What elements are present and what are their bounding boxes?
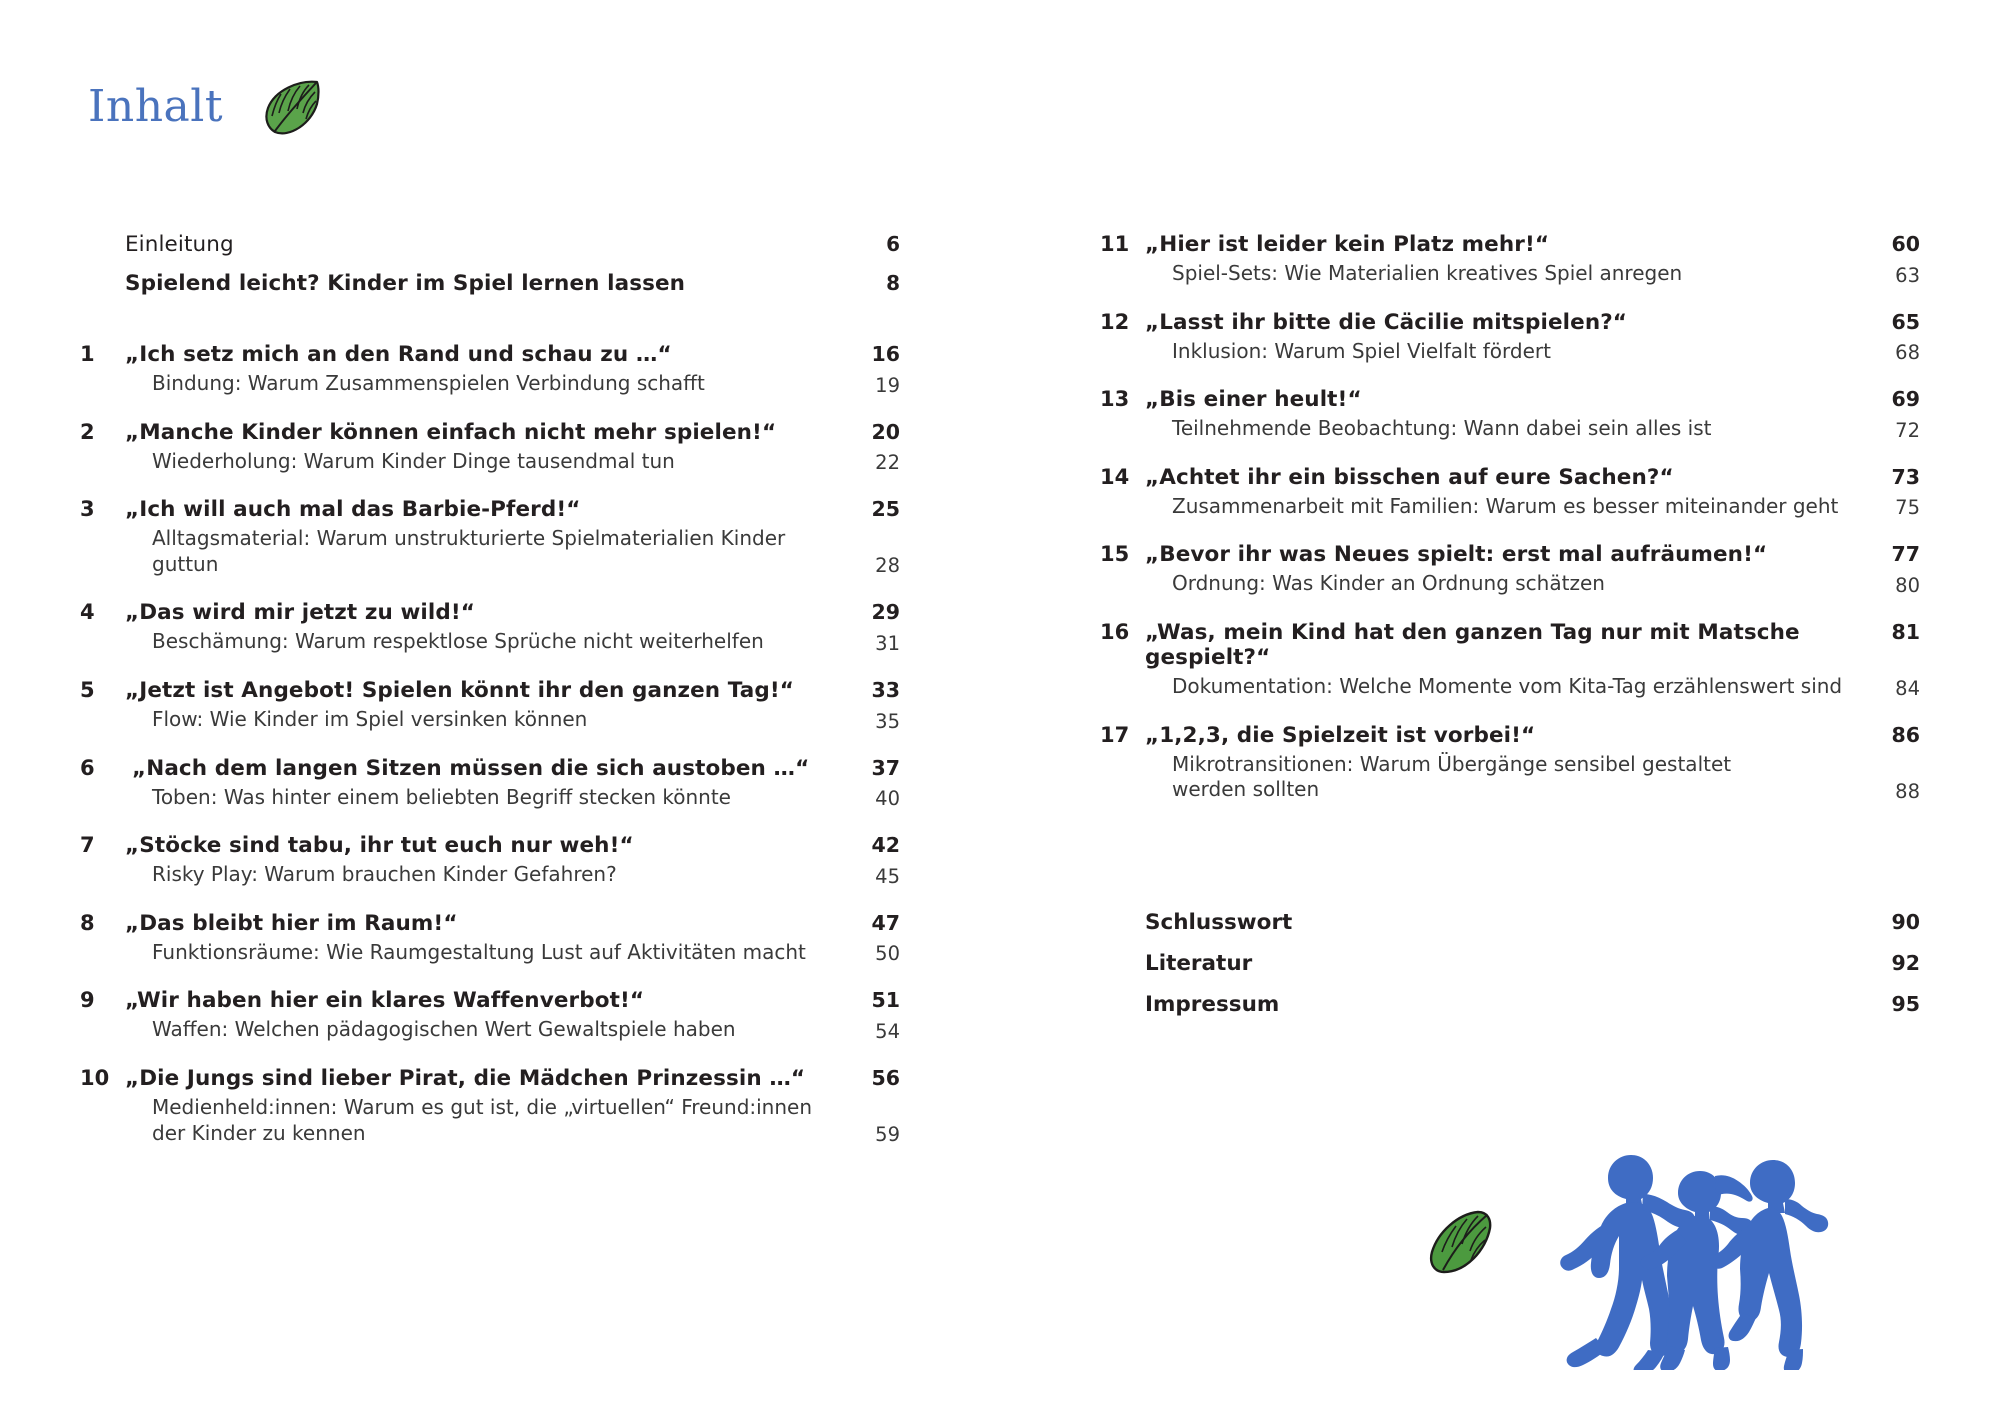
toc-entry[interactable] bbox=[80, 497, 900, 577]
toc-entry-title-row bbox=[1100, 723, 1920, 748]
toc-entry-title-row bbox=[80, 678, 900, 703]
toc-entry-title-row bbox=[80, 420, 900, 445]
chapter-number: 11 bbox=[1100, 232, 1130, 256]
chapter-subtitle: Waffen: Welchen pädagogischen Wert Gewaltspiele haben bbox=[152, 1017, 736, 1042]
chapter-number: 10 bbox=[80, 1065, 110, 1090]
chapter-number: 15 bbox=[1100, 542, 1130, 567]
toc-entry[interactable] bbox=[80, 1066, 900, 1146]
toc-entry[interactable] bbox=[1100, 310, 1920, 365]
toc-entry-title-row bbox=[1100, 620, 1920, 670]
subtitle-page-number: 72 bbox=[1895, 418, 1920, 442]
back-matter-row[interactable] bbox=[1100, 910, 1920, 935]
toc-entry-subtitle-row bbox=[80, 371, 900, 397]
subtitle-page-number: 84 bbox=[1895, 676, 1920, 700]
chapter-number: 13 bbox=[1100, 387, 1130, 412]
chapter-subtitle: Risky Play: Warum brauchen Kinder Gefahren? bbox=[152, 862, 617, 887]
chapter-page-number: 69 bbox=[1891, 387, 1920, 412]
chapter-page-number: 60 bbox=[1891, 232, 1920, 256]
chapter-page-number: 33 bbox=[871, 677, 900, 702]
chapter-page-number: 77 bbox=[1891, 542, 1920, 567]
chapter-title: „Achtet ihr ein bisschen auf eure Sachen?“ bbox=[1145, 464, 1674, 490]
chapter-number: 4 bbox=[80, 600, 95, 625]
toc-entry[interactable] bbox=[1100, 232, 1920, 287]
chapter-page-number: 86 bbox=[1891, 722, 1920, 747]
subtitle-page-number: 40 bbox=[875, 787, 900, 811]
toc-left-column bbox=[80, 232, 900, 1169]
chapter-number: 2 bbox=[80, 419, 95, 444]
chapter-title: „Was, mein Kind hat den ganzen Tag nur mit Matsche gespielt?“ bbox=[1145, 619, 1800, 670]
chapter-subtitle bbox=[1172, 752, 1850, 803]
toc-entry-title-row bbox=[80, 833, 900, 858]
front-matter-label: Einleitung bbox=[125, 232, 234, 257]
toc-entry-subtitle-row bbox=[80, 449, 900, 475]
chapter-subtitle: Alltagsmaterial: Warum unstrukturierte Spielmaterialien Kinder guttun bbox=[152, 526, 786, 576]
chapter-title: „Bevor ihr was Neues spielt: erst mal aufräumen!“ bbox=[1145, 542, 1768, 568]
chapter-subtitle: Toben: Was hinter einem beliebten Begriff stecken könnte bbox=[152, 784, 731, 809]
toc-entry[interactable] bbox=[1100, 465, 1920, 520]
toc-entry[interactable] bbox=[1100, 387, 1920, 442]
chapter-page-number: 37 bbox=[871, 755, 900, 780]
chapter-subtitle: Inklusion: Warum Spiel Vielfalt fördert bbox=[1172, 338, 1551, 363]
page-header bbox=[88, 78, 323, 136]
toc-entry-title-row bbox=[1100, 542, 1920, 567]
toc-entry[interactable] bbox=[80, 756, 900, 811]
chapter-page-number: 51 bbox=[871, 988, 900, 1013]
toc-entry[interactable] bbox=[80, 342, 900, 397]
chapter-subtitle: Dokumentation: Welche Momente vom Kita-Tag erzählenswert sind bbox=[1172, 673, 1843, 698]
chapter-page-number: 16 bbox=[871, 342, 900, 366]
subtitle-page-number: 68 bbox=[1895, 341, 1920, 365]
chapter-subtitle-line1: Medienheld:innen: Warum es gut ist, die „virtuellen“ Freund:innen bbox=[152, 1094, 813, 1119]
chapter-subtitle: Ordnung: Was Kinder an Ordnung schätzen bbox=[1172, 571, 1605, 596]
chapter-title: „Das wird mir jetzt zu wild!“ bbox=[125, 600, 475, 626]
toc-entry-title-row bbox=[80, 342, 900, 367]
chapter-number: 1 bbox=[80, 342, 95, 366]
back-matter-row[interactable] bbox=[1100, 992, 1920, 1017]
subtitle-page-number: 28 bbox=[875, 554, 900, 578]
chapter-number: 12 bbox=[1100, 309, 1130, 334]
toc-entry[interactable] bbox=[1100, 542, 1920, 597]
toc-entry[interactable] bbox=[80, 833, 900, 888]
back-matter-label: Literatur bbox=[1145, 951, 1253, 976]
chapter-title: „Bis einer heult!“ bbox=[1145, 387, 1362, 413]
chapter-page-number: 56 bbox=[871, 1065, 900, 1090]
chapter-number: 7 bbox=[80, 833, 95, 858]
chapter-page-number: 81 bbox=[1891, 619, 1920, 644]
toc-entry[interactable] bbox=[80, 911, 900, 966]
toc-entry-subtitle-row bbox=[1100, 571, 1920, 597]
toc-entry-subtitle-row bbox=[80, 707, 900, 733]
front-matter-page-number: 8 bbox=[886, 271, 900, 295]
subtitle-page-number: 31 bbox=[875, 631, 900, 655]
toc-entry-title-row bbox=[80, 600, 900, 625]
toc-entry-title-row bbox=[1100, 465, 1920, 490]
toc-entry[interactable] bbox=[1100, 620, 1920, 700]
toc-entry-subtitle-row bbox=[1100, 416, 1920, 442]
chapter-page-number: 42 bbox=[871, 833, 900, 858]
subtitle-page-number: 63 bbox=[1895, 263, 1920, 287]
chapter-subtitle: Bindung: Warum Zusammenspielen Verbindung schafft bbox=[152, 371, 705, 395]
chapter-page-number: 65 bbox=[1891, 309, 1920, 334]
back-matter-row[interactable] bbox=[1100, 951, 1920, 976]
chapter-page-number: 25 bbox=[871, 497, 900, 522]
toc-right-column bbox=[1100, 232, 1920, 826]
toc-entry-title-row bbox=[1100, 232, 1920, 257]
toc-entry-subtitle-row bbox=[1100, 339, 1920, 365]
chapter-title: „Das bleibt hier im Raum!“ bbox=[125, 910, 458, 936]
toc-entry-subtitle-row bbox=[80, 526, 900, 577]
toc-entry[interactable] bbox=[80, 988, 900, 1043]
toc-entry-title-row bbox=[80, 911, 900, 936]
chapter-page-number: 47 bbox=[871, 910, 900, 935]
chapter-number: 17 bbox=[1100, 722, 1130, 747]
chapter-title: „Wir haben hier ein klares Waffenverbot!“ bbox=[125, 988, 645, 1014]
subtitle-page-number: 35 bbox=[875, 709, 900, 733]
back-matter-page-number: 95 bbox=[1891, 992, 1920, 1016]
chapter-number: 3 bbox=[80, 497, 95, 522]
page-title: Inhalt bbox=[88, 81, 224, 132]
toc-entry-subtitle-row bbox=[80, 629, 900, 655]
toc-entry-subtitle-row bbox=[80, 940, 900, 966]
chapter-subtitle-line2: der Kinder zu kennen bbox=[152, 1120, 366, 1145]
subtitle-page-number: 88 bbox=[1895, 779, 1920, 803]
toc-entry[interactable] bbox=[80, 678, 900, 733]
toc-entry-subtitle-row bbox=[80, 1017, 900, 1043]
toc-entry-title-row bbox=[1100, 310, 1920, 335]
chapter-number: 5 bbox=[80, 677, 95, 702]
chapter-subtitle: Wiederholung: Warum Kinder Dinge tausendmal tun bbox=[152, 448, 675, 473]
chapter-title: „Lasst ihr bitte die Cäcilie mitspielen?“ bbox=[1145, 309, 1628, 335]
back-matter-page-number: 90 bbox=[1891, 910, 1920, 934]
chapter-number: 16 bbox=[1100, 619, 1130, 644]
back-matter-page-number: 92 bbox=[1891, 951, 1920, 975]
toc-entry-title-row bbox=[80, 756, 900, 781]
toc-entry-subtitle-row bbox=[80, 862, 900, 888]
back-matter-label: Impressum bbox=[1145, 992, 1280, 1017]
toc-entry-subtitle-row bbox=[80, 1095, 900, 1146]
chapter-title: „Ich will auch mal das Barbie-Pferd!“ bbox=[125, 497, 581, 523]
toc-entry-subtitle-row bbox=[1100, 674, 1920, 700]
chapter-title: „Jetzt ist Angebot! Spielen könnt ihr den ganzen Tag!“ bbox=[125, 677, 795, 703]
chapter-page-number: 73 bbox=[1891, 464, 1920, 489]
chapter-subtitle: Funktionsräume: Wie Raumgestaltung Lust auf Aktivitäten macht bbox=[152, 939, 806, 964]
subtitle-page-number: 19 bbox=[875, 373, 900, 397]
chapter-subtitle: Flow: Wie Kinder im Spiel versinken können bbox=[152, 706, 588, 731]
chapter-title: „Die Jungs sind lieber Pirat, die Mädchen Prinzessin …“ bbox=[125, 1065, 806, 1091]
chapter-number: 6 bbox=[80, 755, 95, 780]
subtitle-page-number: 50 bbox=[875, 942, 900, 966]
chapter-page-number: 20 bbox=[871, 419, 900, 444]
chapter-title: „Stöcke sind tabu, ihr tut euch nur weh!“ bbox=[125, 833, 634, 859]
chapter-subtitle: Spiel-Sets: Wie Materialien kreatives Spiel anregen bbox=[1172, 261, 1683, 285]
chapter-subtitle bbox=[152, 1095, 830, 1146]
chapter-number: 9 bbox=[80, 988, 95, 1013]
toc-entry-subtitle-row bbox=[80, 785, 900, 811]
toc-front-matter-row[interactable] bbox=[80, 232, 900, 257]
toc-entry-title-row bbox=[80, 988, 900, 1013]
toc-back-matter bbox=[1100, 910, 1920, 1033]
chapter-subtitle: Zusammenarbeit mit Familien: Warum es besser miteinander geht bbox=[1172, 493, 1839, 518]
chapter-title: „Manche Kinder können einfach nicht mehr spielen!“ bbox=[125, 419, 777, 445]
chapter-subtitle-line2: werden sollten bbox=[1172, 777, 1320, 802]
chapter-page-number: 29 bbox=[871, 600, 900, 625]
subtitle-page-number: 54 bbox=[875, 1019, 900, 1043]
chapter-title: „Nach dem langen Sitzen müssen die sich austoben …“ bbox=[132, 755, 810, 781]
toc-entry-title-row bbox=[80, 497, 900, 522]
chapter-title: „Hier ist leider kein Platz mehr!“ bbox=[1145, 232, 1550, 257]
front-matter-label: Spielend leicht? Kinder im Spiel lernen lassen bbox=[125, 271, 686, 296]
running-children-illustration bbox=[1420, 1100, 1840, 1370]
subtitle-page-number: 59 bbox=[875, 1123, 900, 1147]
chapter-subtitle: Teilnehmende Beobachtung: Wann dabei sein alles ist bbox=[1172, 416, 1712, 441]
subtitle-page-number: 45 bbox=[875, 864, 900, 888]
chapter-number: 14 bbox=[1100, 464, 1130, 489]
leaf-icon bbox=[259, 78, 323, 136]
toc-entry-title-row bbox=[80, 1066, 900, 1091]
subtitle-page-number: 80 bbox=[1895, 573, 1920, 597]
chapter-title: „Ich setz mich an den Rand und schau zu …“ bbox=[125, 342, 672, 367]
chapter-title: „1,2,3, die Spielzeit ist vorbei!“ bbox=[1145, 722, 1536, 748]
chapter-subtitle: Beschämung: Warum respektlose Sprüche nicht weiterhelfen bbox=[152, 629, 764, 654]
toc-entry-subtitle-row bbox=[1100, 261, 1920, 287]
toc-entry[interactable] bbox=[80, 420, 900, 475]
back-matter-label: Schlusswort bbox=[1145, 910, 1293, 935]
subtitle-page-number: 22 bbox=[875, 451, 900, 475]
toc-entry-subtitle-row bbox=[1100, 752, 1920, 803]
toc-front-matter-row[interactable] bbox=[80, 271, 900, 296]
leaf-icon bbox=[1431, 1212, 1490, 1272]
toc-entry[interactable] bbox=[1100, 723, 1920, 803]
front-matter-page-number: 6 bbox=[886, 232, 900, 256]
chapter-subtitle-line1: Mikrotransitionen: Warum Übergänge sensibel gestaltet bbox=[1172, 751, 1732, 776]
toc-entry-subtitle-row bbox=[1100, 494, 1920, 520]
toc-entry[interactable] bbox=[80, 600, 900, 655]
chapter-number: 8 bbox=[80, 910, 95, 935]
toc-entry-title-row bbox=[1100, 387, 1920, 412]
subtitle-page-number: 75 bbox=[1895, 496, 1920, 520]
